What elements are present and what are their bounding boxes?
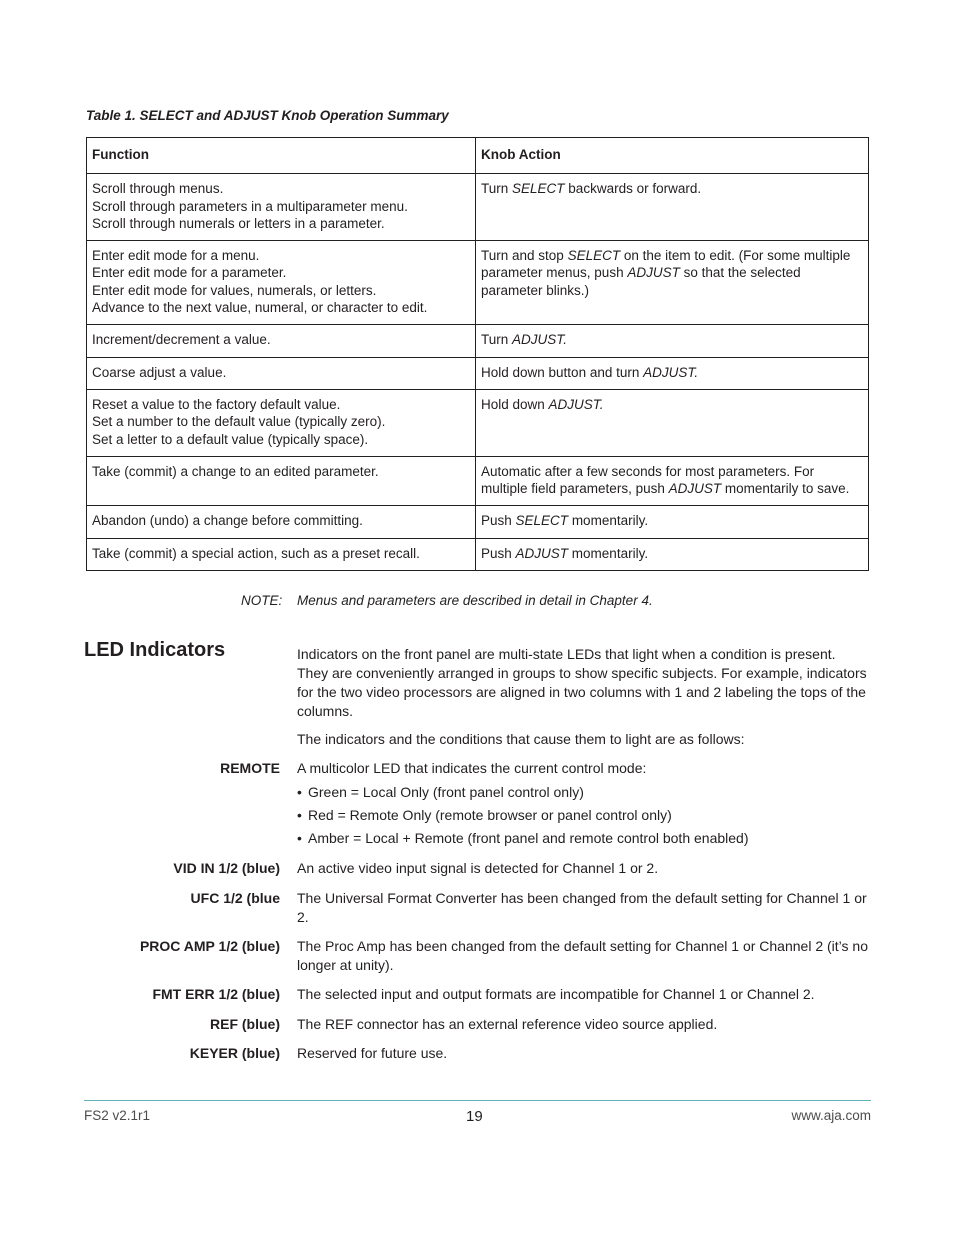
knob-name: ADJUST. [548,396,604,412]
function-line: Scroll through menus. [92,181,224,197]
action-text: Turn [481,181,513,197]
knob-action-cell [476,506,869,538]
function-cell [87,174,476,241]
function-line: Enter edit mode for a menu. [92,248,260,264]
term-remote: REMOTE [220,760,280,776]
knob-action-cell [476,241,869,325]
section-title: LED Indicators [84,639,226,661]
function-line: Reset a value to the factory default value. [92,396,341,412]
table-row [87,241,869,325]
function-line: Scroll through parameters in a multiparameter menu. [92,198,408,214]
desc-ufc: The Universal Format Converter has been changed from the default setting for Channel 1 or 2. [297,890,867,925]
term-vid-in: VID IN 1/2 (blue) [173,860,280,876]
action-text: Hold down [481,396,549,412]
footer-page-number: 19 [466,1108,483,1125]
table-caption: Table 1. SELECT and ADJUST Knob Operation Summary [86,108,449,123]
function-line: Enter edit mode for values, numerals, or letters. [92,282,377,298]
footer-website: www.aja.com [791,1108,871,1123]
term-ref: REF (blue) [210,1016,280,1032]
function-cell [87,357,476,389]
table-row [87,325,869,357]
knob-action-cell [476,325,869,357]
knob-operation-table [86,137,869,571]
bullet-text: Green = Local Only (front panel control only) [308,784,584,800]
term-fmt-err: FMT ERR 1/2 (blue) [152,986,280,1002]
section-lead: The indicators and the conditions that cause them to light are as follows: [297,731,745,747]
knob-name: ADJUST [515,545,569,561]
function-cell [87,456,476,506]
bullet-item: • Red = Remote Only (remote browser or panel control only) [297,807,672,823]
knob-name: SELECT [515,513,569,529]
term-keyer: KEYER (blue) [189,1045,280,1061]
function-cell [87,241,476,325]
desc-remote: A multicolor LED that indicates the current control mode: [297,760,647,776]
function-line: Abandon (undo) a change before committing. [92,513,363,529]
header-knob-action: Knob Action [476,138,869,174]
action-text: momentarily. [568,513,649,529]
action-text: Hold down button and turn [481,364,644,380]
action-text: so that the selected parameter blinks.) [481,265,801,298]
term-proc-amp: PROC AMP 1/2 (blue) [139,938,280,954]
action-text: Push [481,513,516,529]
action-text: momentarily to save. [721,481,850,497]
table-header-row [87,138,869,174]
knob-name: SELECT [512,181,565,197]
action-text: backwards or forward. [564,181,702,197]
table-row [87,506,869,538]
function-line: Set a number to the default value (typically zero). [92,414,386,430]
note-label: NOTE: [241,593,283,608]
table-row [87,174,869,241]
function-cell [87,538,476,570]
knob-action-cell [476,174,869,241]
table-row [87,538,869,570]
bullet-text: Amber = Local + Remote (front panel and remote control both enabled) [308,830,749,846]
table-row [87,357,869,389]
knob-action-cell [476,456,869,506]
knob-action-cell [476,357,869,389]
note-text: Menus and parameters are described in detail in Chapter 4. [297,593,653,608]
action-text: Turn [481,332,513,348]
action-text: momentarily. [568,545,649,561]
section-intro: Indicators on the front panel are multi-state LEDs that light when a condition is present. They are conveniently arranged in groups to show specific subjects. For example, indicators for the two video processors are aligned in two columns with 1 and 2 labeling the tops of the columns. [297,646,867,719]
function-line: Scroll through numerals or letters in a parameter. [92,215,385,231]
knob-name: SELECT [567,248,621,264]
function-cell [87,506,476,538]
desc-fmt-err: The selected input and output formats are incompatible for Channel 1 or Channel 2. [297,986,815,1002]
knob-name: ADJUST. [512,332,568,348]
footer-divider [84,1100,871,1101]
action-text: on the item to edit. (For some multiple parameter menus, push [481,248,851,281]
table-row [87,389,869,456]
desc-ref: The REF connector has an external reference video source applied. [297,1016,718,1032]
action-text: Automatic after a few seconds for most parameters. For multiple field parameters, push [481,463,815,497]
footer-doc-version: FS2 v2.1r1 [84,1108,151,1123]
knob-name: ADJUST [627,265,680,281]
action-text: Push [481,545,516,561]
function-line: Set a letter to a default value (typically space). [92,431,369,447]
function-line: Coarse adjust a value. [92,364,227,380]
function-line: Advance to the next value, numeral, or character to edit. [92,300,428,316]
header-function: Function [87,138,476,174]
bullet-item: • Amber = Local + Remote (front panel and remote control both enabled) [297,830,749,846]
desc-vid-in: An active video input signal is detected for Channel 1 or 2. [297,860,659,876]
function-cell [87,389,476,456]
bullet-item: • Green = Local Only (front panel control only) [297,784,584,800]
table-body [87,174,869,571]
function-line: Take (commit) a special action, such as a preset recall. [92,545,420,561]
function-line: Increment/decrement a value. [92,332,271,348]
desc-proc-amp: The Proc Amp has been changed from the default setting for Channel 1 or Channel 2 (it’s no longer at unity). [297,938,868,973]
knob-name: ADJUST [668,481,722,497]
knob-action-cell [476,389,869,456]
table-row [87,456,869,506]
bullet-text: Red = Remote Only (remote browser or panel control only) [308,807,672,823]
knob-action-cell [476,538,869,570]
term-ufc: UFC 1/2 (blue [190,890,280,906]
function-line: Enter edit mode for a parameter. [92,265,287,281]
action-text: Turn and stop [481,248,568,264]
desc-keyer: Reserved for future use. [297,1045,448,1061]
function-line: Take (commit) a change to an edited parameter. [92,463,379,479]
knob-name: ADJUST. [643,364,699,380]
function-cell [87,325,476,357]
